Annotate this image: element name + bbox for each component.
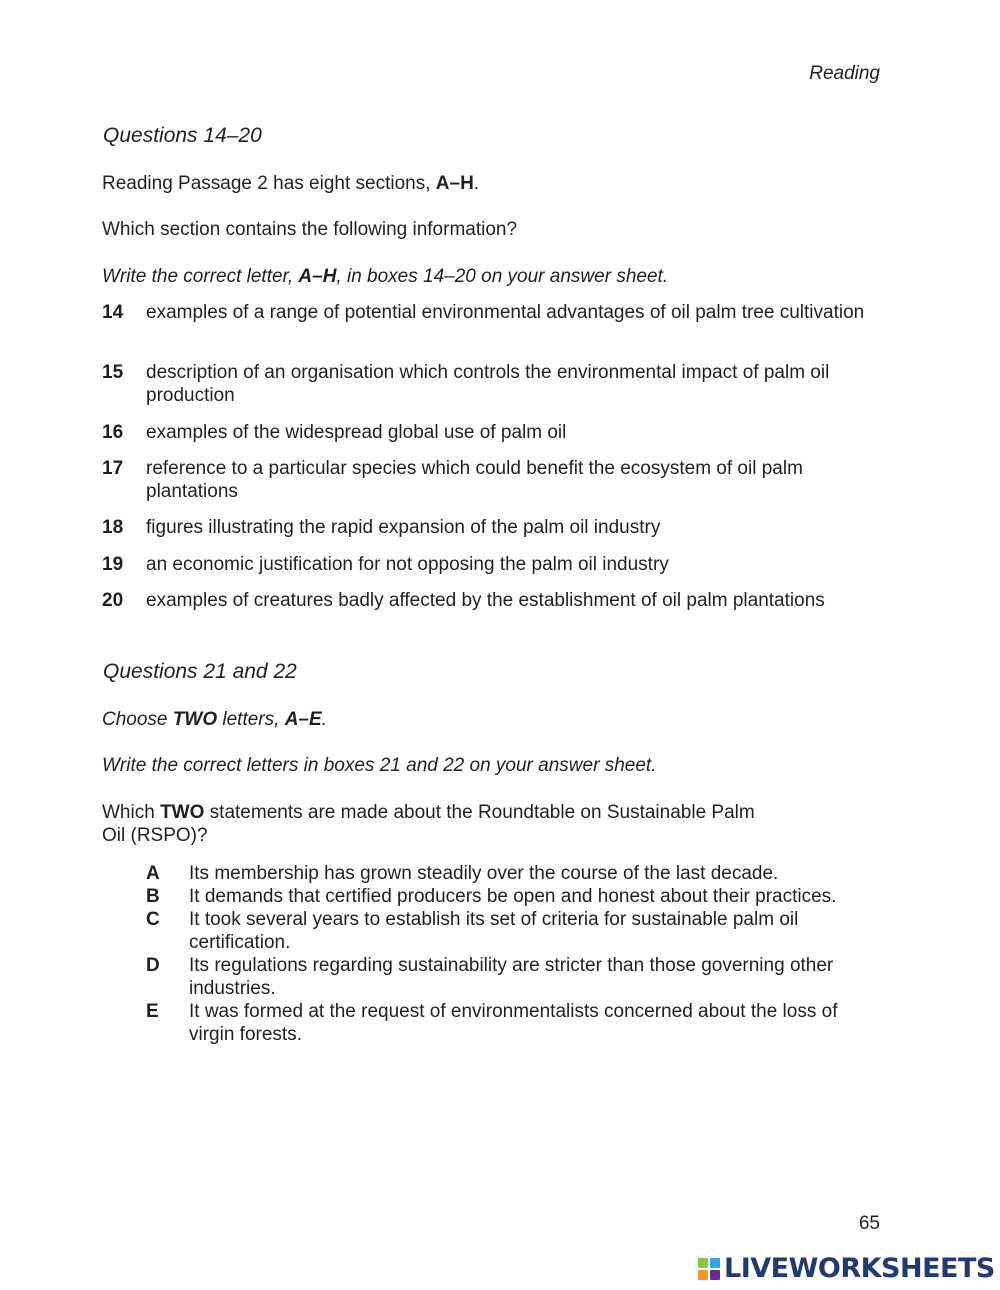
- option-letter: B: [146, 886, 160, 907]
- question-number: 15: [102, 362, 124, 383]
- option-d: [146, 954, 886, 1000]
- intro-text: [102, 172, 882, 195]
- option-letter: D: [146, 955, 160, 976]
- option-text: It demands that certified producers be open and honest about their practices.: [189, 886, 837, 907]
- intro-text-range: A–H: [435, 173, 474, 194]
- option-letter: C: [146, 909, 160, 930]
- choose-count: TWO: [172, 709, 218, 730]
- page-number: 65: [858, 1213, 880, 1234]
- question-text: reference to a particular species which could benefit the ecosystem of oil palm plantations: [146, 458, 803, 502]
- option-a: [146, 862, 886, 885]
- logo-text: LIVEWORKSHEETS: [724, 1253, 995, 1284]
- logo-blocks-icon: [698, 1258, 720, 1280]
- questions-21-22-heading: Questions 21 and 22: [103, 660, 297, 683]
- question-number: 16: [102, 422, 124, 443]
- option-c: [146, 908, 886, 954]
- rspo-question-line-2: Oil (RSPO)?: [102, 825, 208, 846]
- instruction-14-20: [102, 265, 882, 288]
- instruction-post: , in boxes 14–20 on your answer sheet.: [336, 266, 669, 287]
- option-text: It took several years to establish its set of criteria for sustainable palm oil certification.: [189, 909, 799, 953]
- question-text: an economic justification for not opposing the palm oil industry: [146, 554, 669, 575]
- question-item-14: [102, 301, 882, 324]
- rspo-question-pre: Which: [102, 802, 161, 823]
- question-number: 20: [102, 590, 124, 611]
- question-item-18: [102, 516, 882, 539]
- question-text: figures illustrating the rapid expansion of the palm oil industry: [146, 517, 661, 538]
- answer-options: [146, 862, 886, 1046]
- liveworksheets-logo: [698, 1254, 995, 1284]
- rspo-question: [102, 801, 882, 847]
- question-number: 19: [102, 554, 124, 575]
- instruction-pre: Write the correct letter,: [102, 266, 299, 287]
- rspo-question-count: TWO: [160, 802, 205, 823]
- option-b: [146, 885, 886, 908]
- question-number: 18: [102, 517, 124, 538]
- choose-range: A–E: [284, 709, 322, 730]
- instruction-range: A–H: [298, 266, 337, 287]
- option-text: It was formed at the request of environmentalists concerned about the loss of virgin forests.: [189, 1001, 838, 1045]
- option-letter: A: [146, 863, 160, 884]
- section-question: Which section contains the following information?: [102, 219, 518, 240]
- question-item-19: [102, 553, 882, 576]
- choose-pre: Choose: [102, 709, 173, 730]
- choose-mid: letters,: [217, 709, 285, 730]
- questions-14-20-heading: Questions 14–20: [103, 124, 262, 147]
- choose-post: .: [321, 709, 327, 730]
- option-e: [146, 1000, 886, 1046]
- question-text: description of an organisation which controls the environmental impact of palm oil production: [146, 362, 830, 406]
- question-item-17: [102, 457, 882, 503]
- question-number: 14: [102, 302, 124, 323]
- option-letter: E: [146, 1001, 159, 1022]
- question-text: examples of a range of potential environmental advantages of oil palm tree cultivation: [146, 302, 865, 323]
- instruction-21-22: Write the correct letters in boxes 21 and 22 on your answer sheet.: [102, 755, 657, 776]
- question-text: examples of creatures badly affected by the establishment of oil palm plantations: [146, 590, 825, 611]
- question-number: 17: [102, 458, 124, 479]
- choose-instruction: [102, 708, 882, 731]
- question-item-16: [102, 421, 882, 444]
- rspo-question-rest: statements are made about the Roundtable on Sustainable Palm: [204, 802, 755, 823]
- question-text: examples of the widespread global use of palm oil: [146, 422, 567, 443]
- question-item-15: [102, 361, 882, 407]
- intro-text-pre: Reading Passage 2 has eight sections,: [102, 173, 436, 194]
- option-text: Its regulations regarding sustainability are stricter than those governing other industries.: [189, 955, 834, 999]
- intro-text-post: .: [473, 173, 480, 194]
- rspo-question-line-1: [102, 801, 882, 824]
- running-header: Reading: [809, 63, 880, 84]
- option-text: Its membership has grown steadily over the course of the last decade.: [189, 863, 779, 884]
- question-item-20: [102, 589, 882, 612]
